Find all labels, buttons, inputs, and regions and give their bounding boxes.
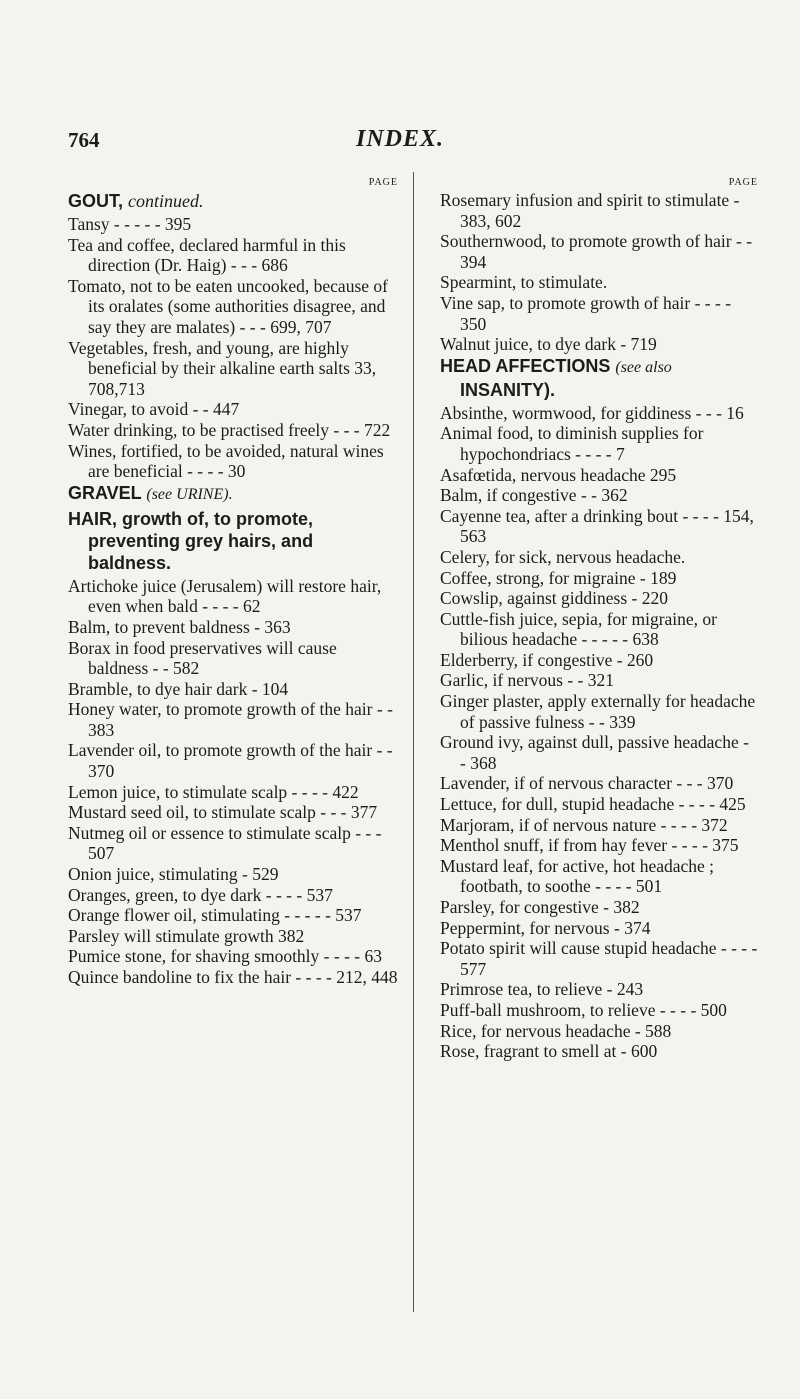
index-entry: Cayenne tea, after a drinking bout - - - - 154, 563: [440, 505, 754, 547]
index-column-left: [68, 176, 398, 988]
index-entry: Balm, if congestive - - 362: [440, 485, 628, 506]
index-entry: Puff-ball mushroom, to relieve - - - - 500: [440, 999, 727, 1020]
index-entry: Mustard leaf, for active, hot headache ; footbath, to soothe - - - - 501: [440, 855, 715, 897]
index-entry: Pumice stone, for shaving smoothly - - - - 63: [68, 946, 382, 967]
page-column-label: PAGE: [368, 177, 398, 188]
index-entry: Balm, to prevent baldness - 363: [68, 616, 291, 637]
index-entry: Lettuce, for dull, stupid headache - - - - 425: [440, 794, 746, 815]
section-heading: [68, 508, 398, 530]
index-entry: Nutmeg oil or essence to stimulate scalp - - - 507: [68, 822, 382, 864]
index-entry: Cuttle-fish juice, sepia, for migraine, or bilious headache - - - - - 638: [440, 608, 718, 650]
index-entry: Asafœtida, nervous headache 295: [440, 464, 677, 485]
page-number: 764: [68, 128, 100, 152]
heading-note: (see URINE).: [146, 485, 233, 503]
section-heading: [440, 355, 758, 379]
page-column-label: PAGE: [728, 177, 758, 188]
index-entry: Rice, for nervous headache - 588: [440, 1020, 672, 1041]
index-entry: Spearmint, to stimulate.: [440, 272, 608, 293]
index-entry: Absinthe, wormwood, for giddiness - - - 16: [440, 402, 744, 423]
index-entry: Orange flower oil, stimulating - - - - - 537: [68, 905, 362, 926]
index-entry: Walnut juice, to dye dark - 719: [440, 334, 657, 355]
running-head: [0, 128, 800, 162]
index-entry: Rosemary infusion and spirit to stimulate - 383, 602: [440, 190, 740, 231]
index-entry: Oranges, green, to dye dark - - - - 537: [68, 884, 333, 905]
heading-text: HAIR, growth of, to promote,: [68, 508, 313, 529]
index-entry: Marjoram, if of nervous nature - - - - 372: [440, 814, 728, 835]
index-entry: Ground ivy, against dull, passive headache - - 368: [440, 732, 749, 773]
index-entry: Primrose tea, to relieve - 243: [440, 979, 644, 1000]
heading-text: GRAVEL: [68, 482, 142, 503]
running-title: INDEX.: [355, 126, 445, 152]
index-entry: Vinegar, to avoid - - 447: [68, 399, 240, 420]
section-heading-block: [68, 482, 398, 506]
index-entry: Rose, fragrant to smell at - 600: [440, 1041, 658, 1062]
index-entry: Tomato, not to be eaten uncooked, because of its oralates (some authorities disagree, and say they are malates) - - - 699, 707: [68, 275, 388, 337]
heading-subline: INSANITY).: [460, 379, 556, 400]
heading-text: GOUT,: [68, 191, 124, 211]
index-entry: Lavender oil, to promote growth of the hair - - 370: [68, 740, 393, 782]
index-entry: Lemon juice, to stimulate scalp - - - - 422: [68, 781, 359, 802]
index-entry: Peppermint, for nervous - 374: [440, 917, 651, 938]
section-heading-block: [68, 508, 398, 574]
index-entry: Bramble, to dye hair dark - 104: [68, 678, 289, 699]
index-entry: Elderberry, if congestive - 260: [440, 649, 654, 670]
index-column-right: [440, 176, 758, 1062]
heading-note: (see also: [615, 358, 672, 376]
index-entry: Lavender, if of nervous character - - - 370: [440, 773, 734, 794]
heading-subline: preventing grey hairs, and baldness.: [88, 530, 314, 573]
index-entry: Tansy - - - - - 395: [68, 214, 192, 234]
index-entry: Vegetables, fresh, and young, are highly beneficial by their alkaline earth salts 33, 708,713: [68, 337, 377, 399]
index-entry: Tea and coffee, declared harmful in this direction (Dr. Haig) - - - 686: [68, 234, 346, 276]
column-divider: [413, 172, 414, 1312]
section-heading-block: [68, 190, 398, 212]
section-heading: [68, 482, 398, 506]
index-entry: Parsley, for congestive - 382: [440, 897, 640, 917]
section-heading: [68, 190, 398, 212]
index-entry: Honey water, to promote growth of the hair - - 383: [68, 699, 393, 740]
heading-note: continued.: [128, 191, 204, 211]
index-entry: Onion juice, stimulating - 529: [68, 864, 279, 885]
index-entry: Artichoke juice (Jerusalem) will restore hair, even when bald - - - - 62: [68, 575, 382, 617]
index-entry: Ginger plaster, apply externally for headache of passive fulness - - 339: [440, 691, 756, 732]
index-entry: Wines, fortified, to be avoided, natural wines are beneficial - - - - 30: [68, 440, 384, 482]
index-entry: Animal food, to diminish supplies for hypochondriacs - - - - 7: [440, 423, 704, 464]
index-entry: Quince bandoline to fix the hair - - - - 212, 448: [68, 967, 398, 987]
index-entry: Vine sap, to promote growth of hair - - - - 350: [440, 292, 732, 334]
heading-text: HEAD AFFECTIONS: [440, 355, 611, 376]
index-entry: Mustard seed oil, to stimulate scalp - - - 377: [68, 802, 378, 823]
index-entry: Water drinking, to be practised freely - - - 722: [68, 419, 391, 440]
index-entry: Cowslip, against giddiness - 220: [440, 588, 668, 609]
section-heading-block: [440, 355, 758, 401]
index-entry: Southernwood, to promote growth of hair - - 394: [440, 231, 753, 272]
index-entry: Coffee, strong, for migraine - 189: [440, 567, 677, 588]
index-entry: Celery, for sick, nervous headache.: [440, 546, 686, 567]
index-entry: Parsley will stimulate growth 382: [68, 925, 305, 946]
index-entry: Borax in food preservatives will cause baldness - - 582: [68, 637, 337, 679]
index-entry: Garlic, if nervous - - 321: [440, 670, 614, 691]
index-entry: Menthol snuff, if from hay fever - - - - 375: [440, 835, 739, 856]
index-entry: Potato spirit will cause stupid headache - - - - 577: [440, 938, 758, 979]
